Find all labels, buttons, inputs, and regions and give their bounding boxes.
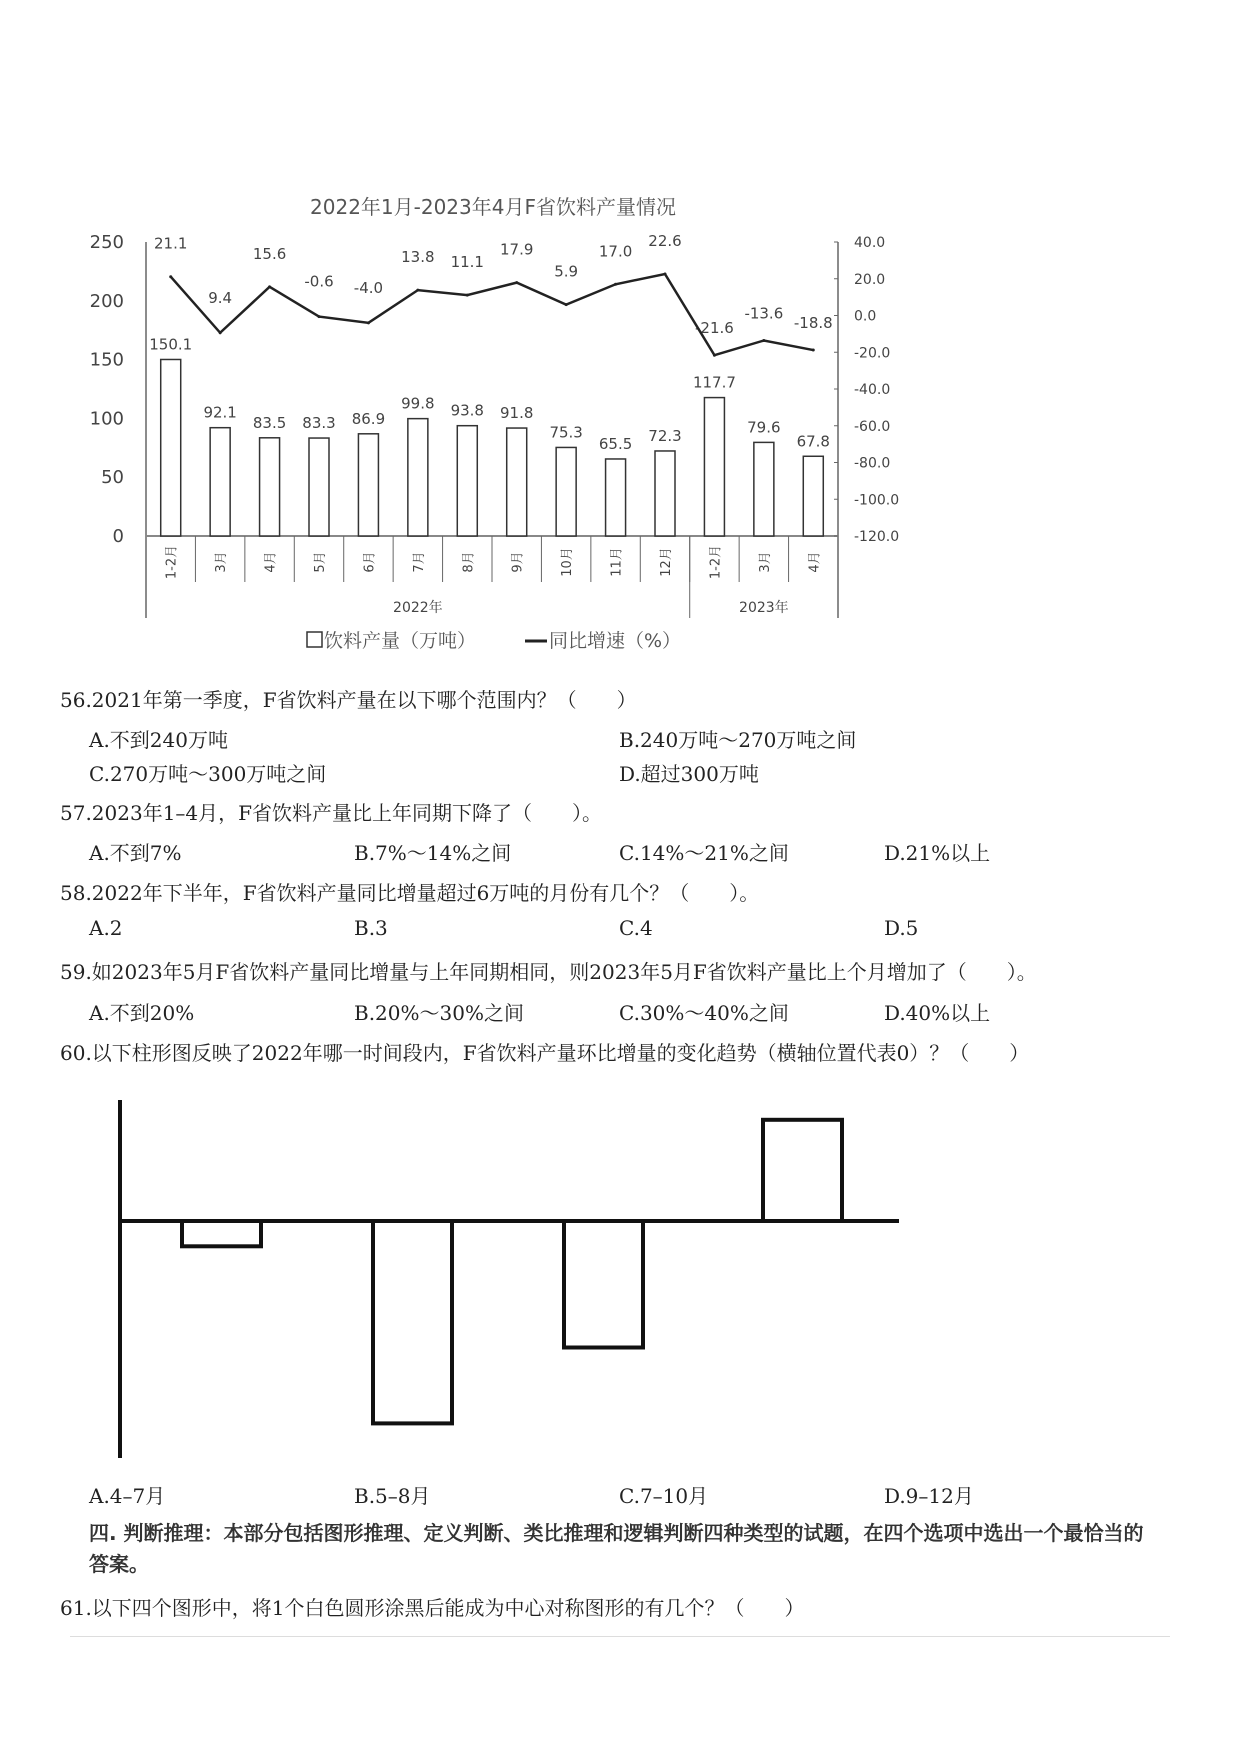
bar-label: 83.5: [252, 413, 287, 432]
question-56: 56.2021年第一季度，F省饮料产量在以下哪个范围内？（ ）: [60, 688, 637, 712]
category-label: 7月: [411, 551, 427, 573]
line-label: 17.0: [598, 242, 633, 261]
left-tick-label: 200: [89, 290, 124, 312]
bar: [210, 428, 230, 536]
right-tick-label: -20.0: [854, 345, 891, 362]
right-tick-label: 0.0: [854, 308, 877, 325]
bar: [704, 398, 724, 536]
left-tick-label: 50: [101, 467, 124, 489]
question-61: 61.以下四个图形中，将1个白色圆形涂黑后能成为中心对称图形的有几个？（ ）: [60, 1596, 805, 1620]
bar-label: 99.8: [401, 394, 435, 413]
category-label: 3月: [757, 551, 773, 573]
left-tick-label: 250: [89, 232, 124, 253]
category-label: 4月: [807, 551, 823, 573]
legend-bar-swatch: [307, 632, 322, 647]
section-heading: 四. 判断推理：本部分包括图形推理、定义判断、类比推理和逻辑判断四种类型的试题，在四个选项中选出一个最恰当的答案。: [89, 1521, 1144, 1576]
bar: [260, 438, 280, 536]
option: A.2: [89, 916, 123, 940]
option: A.4–7月: [89, 1484, 166, 1508]
option: A.不到7%: [89, 841, 182, 865]
left-tick-label: 150: [89, 349, 124, 371]
question-58: 58.2022年下半年，F省饮料产量同比增量超过6万吨的月份有几个？（ ）。: [60, 881, 760, 905]
bar-label: 65.5: [598, 434, 633, 453]
bar: [606, 459, 626, 536]
option: D.5: [884, 916, 919, 940]
option: B.3: [354, 916, 388, 940]
bar-label: 117.7: [692, 373, 736, 392]
category-label: 5月: [313, 551, 328, 573]
option: B.5–8月: [354, 1484, 431, 1508]
category-label: 3月: [214, 551, 230, 573]
bar: [161, 359, 181, 536]
fig-bar: [373, 1221, 452, 1423]
category-label: 12月: [659, 547, 674, 577]
category-label: 6月: [362, 551, 378, 573]
right-tick-label: -80.0: [854, 455, 891, 472]
bar: [803, 456, 823, 536]
line-label: -4.0: [353, 278, 384, 297]
group-label: 2023年: [739, 600, 789, 616]
option: D.21%以上: [884, 841, 991, 865]
line-label: -18.8: [793, 314, 833, 333]
option: B.20%～30%之间: [354, 1001, 524, 1025]
option: A.不到20%: [89, 1001, 195, 1025]
right-tick-label: -100.0: [854, 492, 900, 509]
bar-label: 67.8: [796, 432, 830, 451]
divider: [70, 1636, 1170, 1637]
right-tick-label: -120.0: [854, 529, 900, 545]
right-tick-label: -40.0: [854, 382, 891, 398]
bar: [358, 434, 378, 536]
line-label: -21.6: [695, 319, 734, 338]
left-tick-label: 0: [112, 526, 124, 547]
category-label: 4月: [263, 551, 279, 573]
category-label: 1-2月: [708, 544, 724, 580]
option: C.7–10月: [619, 1484, 709, 1508]
bar-label: 75.3: [549, 423, 583, 442]
bar: [309, 438, 329, 536]
line-label: 17.9: [500, 240, 534, 259]
legend-line-label: 同比增速（%）: [549, 630, 682, 652]
left-tick-label: 100: [89, 408, 124, 430]
line-label: -0.6: [304, 272, 334, 291]
bar: [507, 428, 527, 536]
bar-label: 79.6: [747, 418, 781, 437]
option: C.270万吨～300万吨之间: [89, 762, 327, 786]
bar: [754, 442, 774, 536]
question-57: 57.2023年1–4月，F省饮料产量比上年同期下降了（ ）。: [60, 801, 603, 825]
bar: [408, 419, 428, 536]
bar-label: 92.1: [203, 403, 237, 422]
option: D.9–12月: [884, 1484, 974, 1508]
bar: [655, 451, 675, 536]
question-59: 59.如2023年5月F省饮料产量同比增量与上年同期相同，则2023年5月F省饮料产量比上个月增加了（ ）。: [60, 960, 1037, 984]
production-chart: [0, 0, 1240, 680]
right-tick-label: -60.0: [854, 418, 891, 435]
group-label: 2022年: [393, 600, 443, 616]
line-label: 22.6: [648, 231, 682, 250]
option: D.40%以上: [884, 1001, 991, 1025]
category-label: 1-2月: [164, 544, 180, 580]
line-label: 5.9: [554, 262, 579, 281]
option: C.4: [619, 916, 653, 940]
legend-bar-label: 饮料产量（万吨）: [324, 630, 477, 652]
bar: [457, 426, 477, 536]
line-label: 21.1: [154, 234, 188, 253]
growth-line: [171, 274, 814, 355]
category-label: 10月: [560, 547, 576, 577]
bar-label: 91.8: [500, 404, 534, 423]
right-tick-label: 20.0: [854, 271, 886, 288]
option: B.7%～14%之间: [354, 841, 512, 865]
category-label: 8月: [461, 551, 477, 573]
chart-title: 2022年1月-2023年4月F省饮料产量情况: [310, 195, 676, 219]
bar-label: 86.9: [351, 409, 386, 428]
line-label: -13.6: [744, 304, 784, 323]
bar-label: 150.1: [149, 335, 193, 354]
category-label: 9月: [510, 551, 526, 573]
bar-label: 72.3: [648, 426, 682, 445]
bar-label: 83.3: [302, 414, 336, 433]
line-label: 9.4: [208, 288, 233, 307]
line-label: 11.1: [450, 253, 484, 272]
option: C.14%～21%之间: [619, 841, 789, 865]
option: B.240万吨～270万吨之间: [619, 728, 857, 752]
fig-bar: [182, 1221, 261, 1246]
question-60: 60.以下柱形图反映了2022年哪一时间段内，F省饮料产量环比增量的变化趋势（横轴位置代表0）？（ ）: [60, 1041, 1030, 1065]
fig-bar: [564, 1221, 643, 1348]
right-tick-label: 40.0: [854, 235, 886, 251]
option: C.30%～40%之间: [619, 1001, 789, 1025]
bar: [556, 447, 576, 536]
fig-bar: [763, 1120, 842, 1221]
option: A.不到240万吨: [89, 728, 228, 752]
option: D.超过300万吨: [619, 762, 759, 786]
category-label: 11月: [609, 547, 625, 577]
line-label: 15.6: [252, 244, 287, 263]
line-label: 13.8: [401, 248, 435, 267]
bar-label: 93.8: [450, 401, 484, 420]
